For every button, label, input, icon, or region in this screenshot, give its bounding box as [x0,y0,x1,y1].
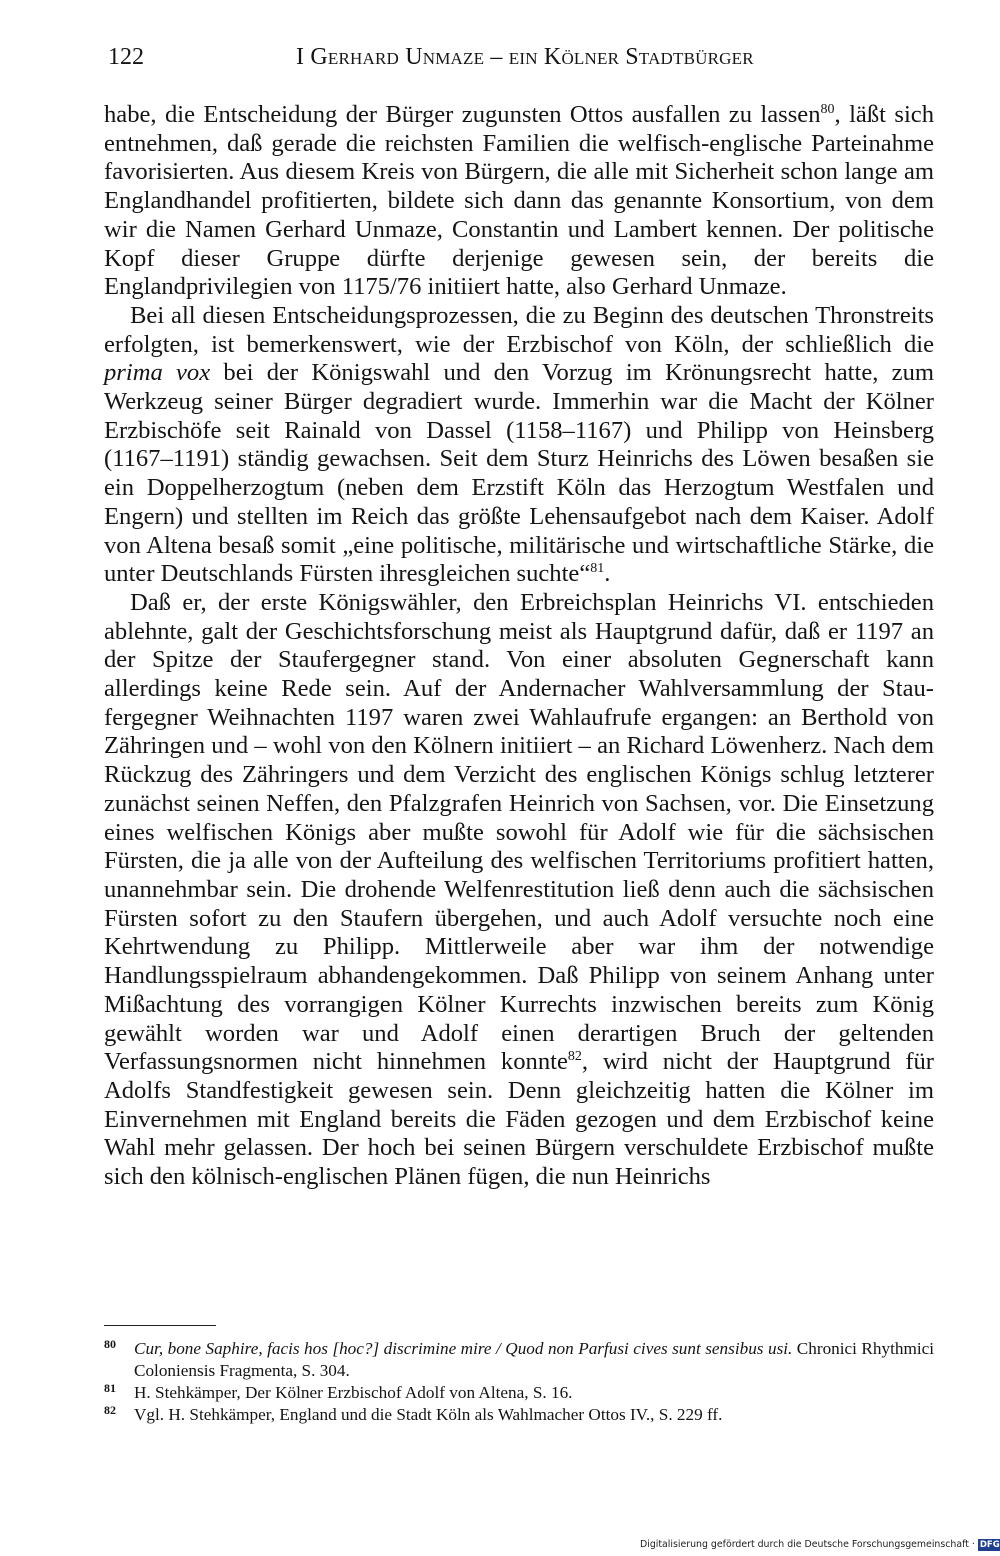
footnote-ref: 81 [590,561,605,577]
footnote-number: 80 [104,1337,116,1351]
text-run: , wird nicht der Hauptgrund für Adolfs Standfestigkeit gewesen sein. Denn gleichzeitig hatten die Kölner im Einvernehmen mit England bereits die Fäden gezogen und dem Erzbischof keine Wahl mehr gelassen. Der hoch bei seinen Bürgern verschuldete Erzbischof mußte sich den kölnisch-englischen Plänen fügen, die nun Heinrichs [104,1048,934,1191]
footnote-ref: 82 [567,1049,582,1065]
funding-notice-text: Digitalisierung gefördert durch die Deutsche Forschungsgemeinschaft · [640,1539,975,1550]
text-run: , läßt sich entnehmen, daß gerade die reichsten Familien die welfisch-englische Parteinahme favorisierten. Aus diesem Kreis von Bürgern, die alle mit Sicherheit schon lange am Englandhandel profitierten, bildete sich dann das genannte Konsortium, von dem wir die Namen Gerhard Unmaze, Constantin und Lambert kennen. Der politische Kopf dieser Gruppe dürfte derjenige gewesen sein, der bereits die Englandprivilegien von 1175/76 initiiert hatte, also Gerhard Unmaze. [104,101,934,301]
text-run: . [604,560,611,588]
page-header [108,44,934,80]
footnote-text [134,1404,934,1426]
paragraph [104,302,934,589]
footnote-number: 81 [104,1381,116,1395]
italic-text: prima vox [104,359,211,387]
page-number: 122 [108,44,144,70]
footnote-text [134,1382,934,1404]
text-run: Vgl. H. Stehkämper, England und die Stadt Köln als Wahlmacher Ottos IV., S. 229 ff. [134,1405,723,1424]
body-text [104,101,934,1192]
running-title: I Gerhard Unmaze – ein Kölner Stadtbürger [296,44,754,70]
footnote-separator [104,1325,216,1326]
dfg-logo: DFG [979,1539,1000,1550]
funding-notice [640,1537,1000,1553]
footnote [104,1404,934,1426]
footnote-ref: 80 [820,102,835,117]
paragraph [104,101,934,302]
footnotes [104,1338,934,1426]
footnote [104,1382,934,1404]
text-run: H. Stehkämper, Der Kölner Erzbischof Adolf von Altena, S. 16. [134,1383,573,1402]
footnote [104,1338,934,1382]
text-run: bei der Königswahl und den Vorzug im Krönungsrecht hatte, zum Werkzeug seiner Bürger degradiert wurde. Immerhin war die Macht der Kölner Erzbischöfe seit Rainald von Dassel (1158–1167) und Philipp von Heinsberg (1167–1191) ständig gewachsen. Seit dem Sturz Heinrichs des Löwen besaßen sie ein Doppelherzogtum (neben dem Erzstift Köln das Herzogtum Westfalen und Engern) und stellten im Reich das größte Lehensaufgebot nach dem Kaiser. Adolf von Altena besaß somit „eine politische, militärische und wirtschaftliche Stärke, die unter Deutschlands Fürsten ihresgleichen suchte“ [104,359,934,588]
footnote-number: 82 [104,1403,116,1417]
text-run: Bei all diesen Entscheidungsprozessen, die zu Beginn des deutschen Thronstreits erfolgten, ist bemerkenswert, wie der Erzbischof von Köln, der schließlich die [104,301,934,358]
italic-text: Cur, bone Saphire, facis hos [hoc?] discrimine mire / Quod non Parfusi cives sunt sensibus usi. [134,1339,793,1358]
paragraph [104,589,934,1192]
text-run: Daß er, der erste Königswähler, den Erbreichsplan Heinrichs VI. entschieden ablehnte, galt der Geschichtsforschung meist als Hauptgrund dafür, daß er 1197 an der Spitze der Staufergegner stand. Von einer absoluten Gegnerschaft kann allerdings keine Rede sein. Auf der Andernacher Wahlversammlung der Staufergegner Weihnachten 1197 waren zwei Wahlaufrufe ergangen: an Berthold von Zähringen und – wohl von den Kölnern initiiert – an Richard Löwenherz. Nach dem Rückzug des Zähringers und dem Verzicht des englischen Königs schlug letzterer zunächst seinen Neffen, den Pfalzgrafen Heinrich von Sachsen, vor. Die Einsetzung eines welfischen Königs aber mußte sowohl für Adolf wie für die sächsischen Fürsten, die ja alle von der Aufteilung des welfischen Territoriums profitiert hatten, unannehmbar sein. Die drohende Welfenrestitution ließ denn auch die sächsischen Fürsten sofort zu den Staufern übergehen, und auch Adolf versuchte noch eine Kehrtwendung zu Philipp. Mittlerweile aber war ihm der notwendige Handlungsspielraum abhandengekommen. Daß Philipp von seinem Anhang unter Mißachtung des vorrangigen Kölner Kurrechts inzwischen bereits zum König gewählt worden war und Adolf einen derartigen Bruch der geltenden Verfassungsnormen nicht hinnehmen konnte [104,588,934,1076]
text-run: Chronici Rhythmici Coloniensis Fragmenta, S. 304. [134,1339,934,1380]
footnote-text [134,1338,934,1382]
text-run: habe, die Entscheidung der Bürger zugunsten Ottos ausfallen zu lassen [104,101,821,128]
